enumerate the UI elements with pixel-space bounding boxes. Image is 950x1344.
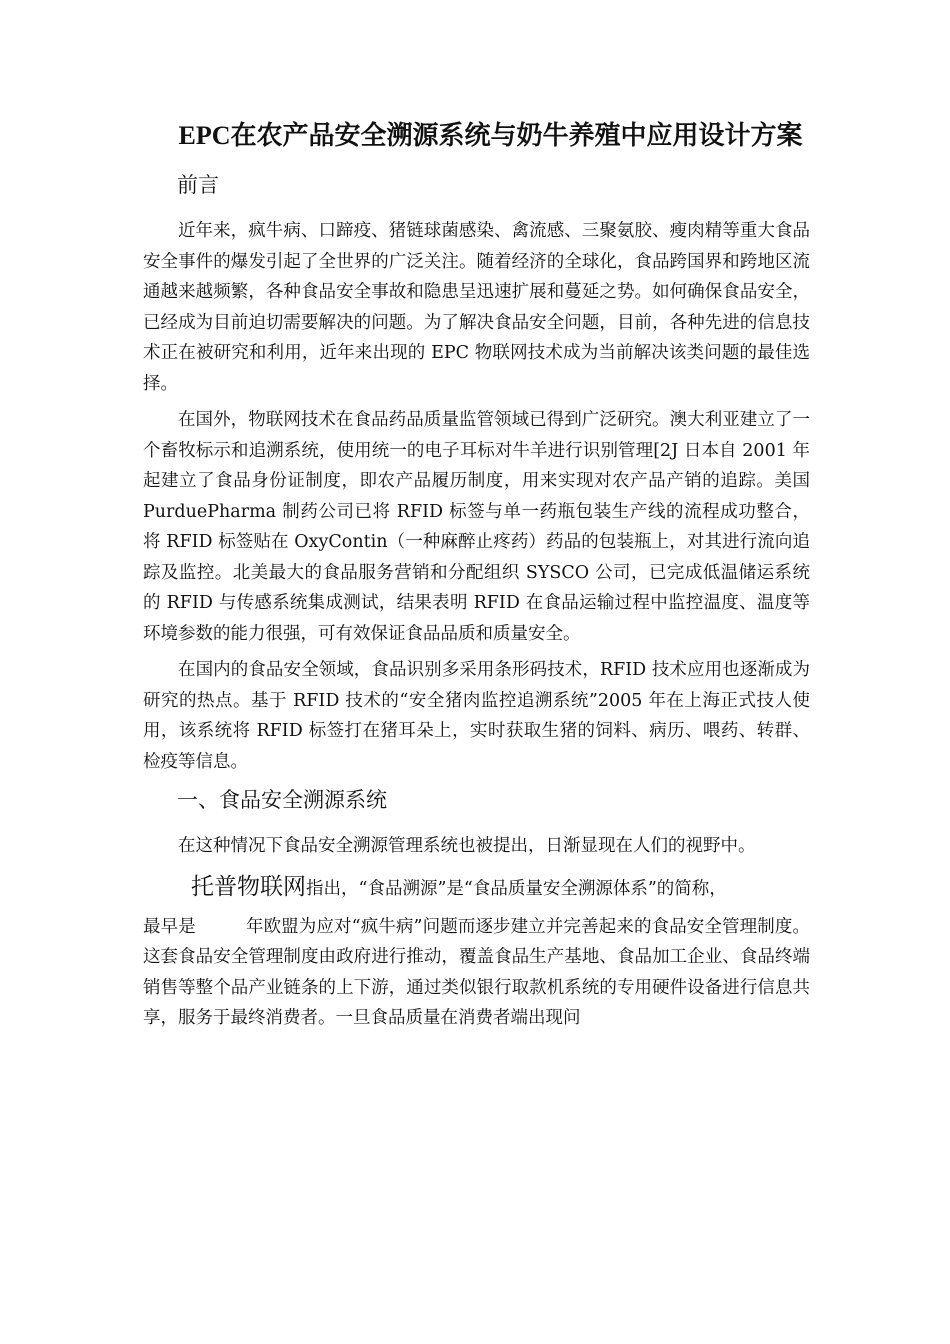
heading-section-1: 一、食品安全溯源系统 <box>177 788 387 812</box>
heading-preface: 前言 <box>177 173 219 197</box>
paragraph-4: 在这种情况下食品安全溯源管理系统也被提出，日渐显现在人们的视野中。 <box>178 836 756 856</box>
paragraph-5-start: 最早是 <box>143 916 196 937</box>
document-title <box>143 116 810 156</box>
paragraph-3: 在国内的食品安全领域，食品识别多采用条形码技术，RFID 技术应用也逐渐成为研究的热点。基于 RFID 技术的“安全猪肉监控追溯系统”2005 年在上海正式技人使用，该系统将 RFID 标签打在猪耳朵上，实时获取生猪的饲料、病历、喂药、转群、检疫等信息。 <box>143 660 810 772</box>
paragraph-5-rest: 年欧盟为应对“疯牛病”问题而逐步建立并完善起来的食品安全管理制度。这套食品安全管理制度由政府进行推动，覆盖食品生产基地、食品加工企业、食品终端销售等整个品产业链条的上下游，通过类似银行取款机系统的专用硬件设备进行信息共享，服务于最终消费者。一旦食品质量在消费者端出现问 <box>143 916 810 1028</box>
title-text: 在农产品安全溯源系统与奶牛养殖中应用设计方案 <box>230 121 803 151</box>
toppu-link[interactable]: 托普物联网 <box>191 873 306 900</box>
toppu-rest: 指出，“食品溯源”是“食品质量安全溯源体系”的简称， <box>306 878 727 899</box>
title-latin: EPC <box>178 121 231 150</box>
toppu-line <box>143 868 810 908</box>
paragraph-1: 近年来，疯牛病、口蹄疫、猪链球菌感染、禽流感、三聚氨胶、瘦肉精等重大食品安全事件的爆发引起了全世界的广泛关注。随着经济的全球化，食品跨国界和跨地区流通越来越频繁，各种食品安全事故和隐患呈迅速扩展和蔓延之势。如何确保食品安全，已经成为目前迫切需要解决的问题。为了解决食品安全问题，目前，各种先进的信息技术正在被研究和利用，近年来出现的 EPC 物联网技术成为当前解决该类问题的最佳选择。 <box>143 221 810 394</box>
paragraph-2: 在国外，物联网技术在食品药品质量监管领域已得到广泛研究。澳大利亚建立了一个畜牧标示和追溯系统，使用统一的电子耳标对牛羊进行识别管理[2J 日本自 2001 年起建立了食品身份证制度，即农产品履历制度，用来实现对农产品产销的追踪。美国 PurduePharma 制药公司已将 RFID 标签与单一药瓶包装生产线的流程成功整合，将 RFID 标签贴在 OxyContin（一种麻醉止疼药）药品的包装瓶上，对其进行流向追踪及监控。北美最大的食品服务营销和分配组织 SYSCO 公司，已完成低温储运系统的 RFID 与传感系统集成测试，结果表明 RFID 在食品运输过程中监控温度、温度等环境参数的能力很强，可有效保证食品品质和质量安全。 <box>143 410 810 644</box>
paragraph-5 <box>143 912 810 1034</box>
